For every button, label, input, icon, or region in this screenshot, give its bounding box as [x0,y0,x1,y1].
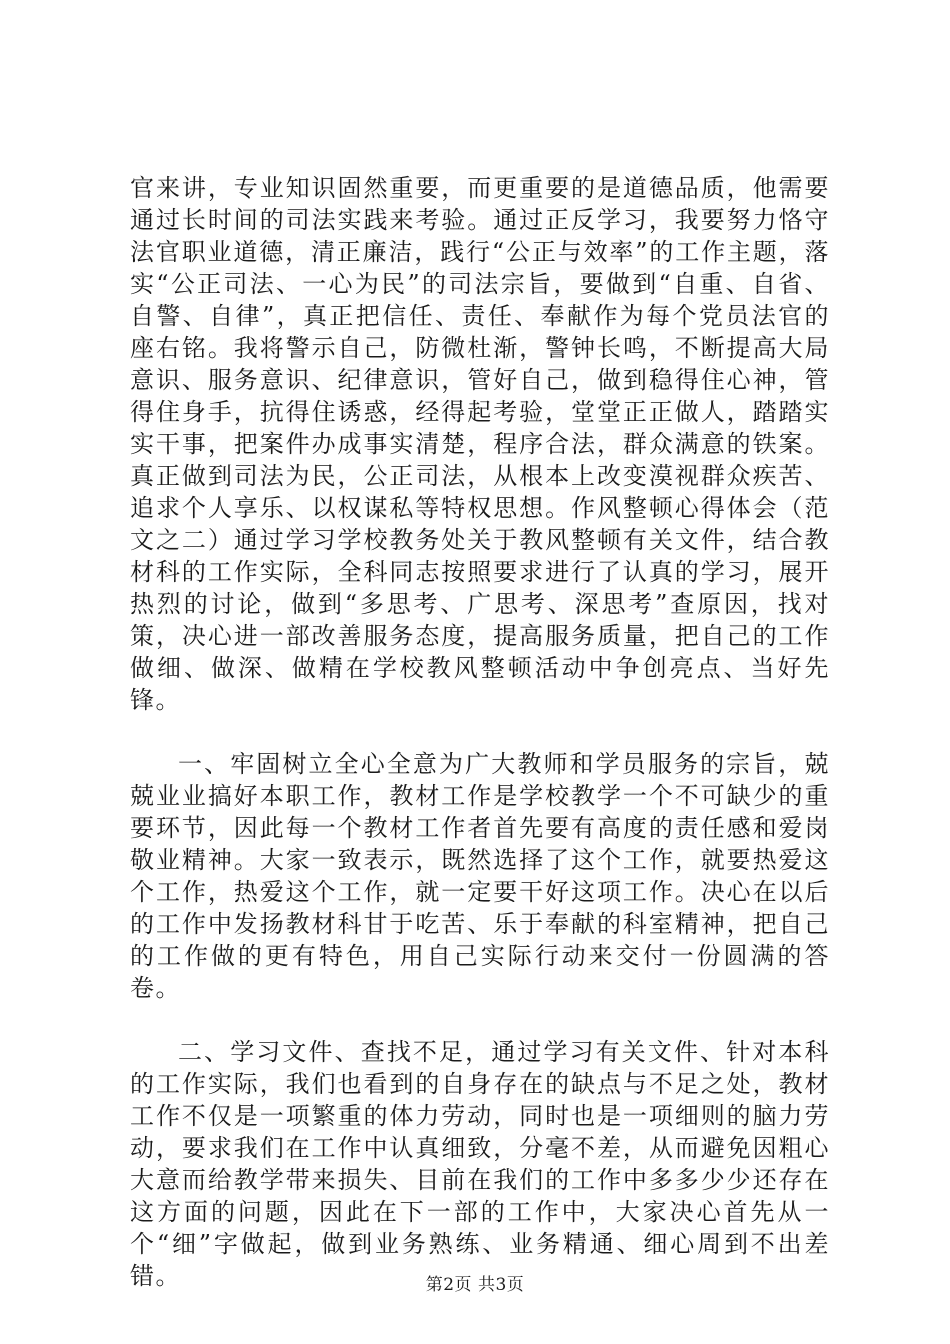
paragraph-spacer [130,716,830,748]
document-body [130,172,830,1292]
paragraph-spacer [130,1004,830,1036]
paragraph-2: 一、牢固树立全心全意为广大教师和学员服务的宗旨，兢兢业业搞好本职工作，教材工作是学校教学一个不可缺少的重要环节，因此每一个教材工作者首先要有高度的责任感和爱岗敬业精神。大家一致表示，既然选择了这个工作，就要热爱这个工作，热爱这个工作，就一定要干好这项工作。决心在以后的工作中发扬教材科甘于吃苦、乐于奉献的科室精神，把自己的工作做的更有特色，用自己实际行动来交付一份圆满的答卷。 [130,750,830,1002]
paragraph-3: 二、学习文件、查找不足，通过学习有关文件、针对本科的工作实际，我们也看到的自身存在的缺点与不足之处，教材工作不仅是一项繁重的体力劳动，同时也是一项细则的脑力劳动，要求我们在工作中认真细致，分毫不差，从而避免因粗心大意而给教学带来损失、目前在我们的工作中多多少少还存在这方面的问题，因此在下一部的工作中，大家决心首先从一个“细”字做起，做到业务熟练、业务精通、细心周到不出差错。 [130,1038,830,1290]
page-number-footer: 第2页 共3页 [425,1275,525,1295]
paragraph-1: 官来讲，专业知识固然重要，而更重要的是道德品质，他需要通过长时间的司法实践来考验。通过正反学习，我要努力恪守法官职业道德，清正廉洁，践行“公正与效率”的工作主题，落实“公正司法、一心为民”的司法宗旨，要做到“自重、自省、自警、自律”，真正把信任、责任、奉献作为每个党员法官的座右铭。我将警示自己，防微杜渐，警钟长鸣，不断提高大局意识、服务意识、纪律意识，管好自己，做到稳得住心神，管得住身手，抗得住诱惑，经得起考验，堂堂正正做人，踏踏实实干事，把案件办成事实清楚，程序合法，群众满意的铁案。真正做到司法为民，公正司法，从根本上改变漠视群众疾苦、追求个人享乐、以权谋私等特权思想。作风整顿心得体会（范文之二）通过学习学校教务处关于教风整顿有关文件，结合教材科的工作实际，全科同志按照要求进行了认真的学习，展开热烈的讨论，做到“多思考、广思考、深思考”查原因，找对策，决心进一部改善服务态度，提高服务质量，把自己的工作做细、做深、做精在学校教风整顿活动中争创亮点、当好先锋。 [130,174,830,714]
